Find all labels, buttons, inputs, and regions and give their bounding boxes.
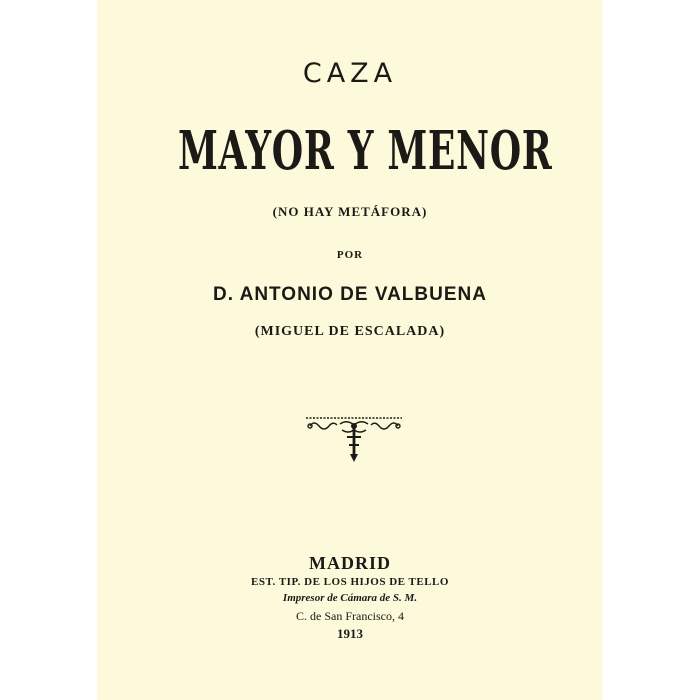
imprint-address: C. de San Francisco, 4 <box>296 609 404 623</box>
imprint-year: 1913 <box>337 626 363 641</box>
imprint-city: MADRID <box>309 553 391 573</box>
imprint-printer-role: Impresor de Cámara de S. M. <box>282 592 418 604</box>
imprint-printer: EST. TIP. DE LOS HIJOS DE TELLO <box>251 576 449 588</box>
author-pseudonym: (MIGUEL DE ESCALADA) <box>254 324 446 339</box>
ornament-icon <box>304 414 404 464</box>
by-line: POR <box>336 249 364 261</box>
title-page <box>97 0 603 700</box>
subtitle: (NO HAY METÁFORA) <box>272 204 428 219</box>
pretitle: CAZA <box>302 58 398 89</box>
author-name: D. ANTONIO DE VALBUENA <box>213 284 487 305</box>
main-title: MAYOR Y MENOR <box>177 120 553 182</box>
